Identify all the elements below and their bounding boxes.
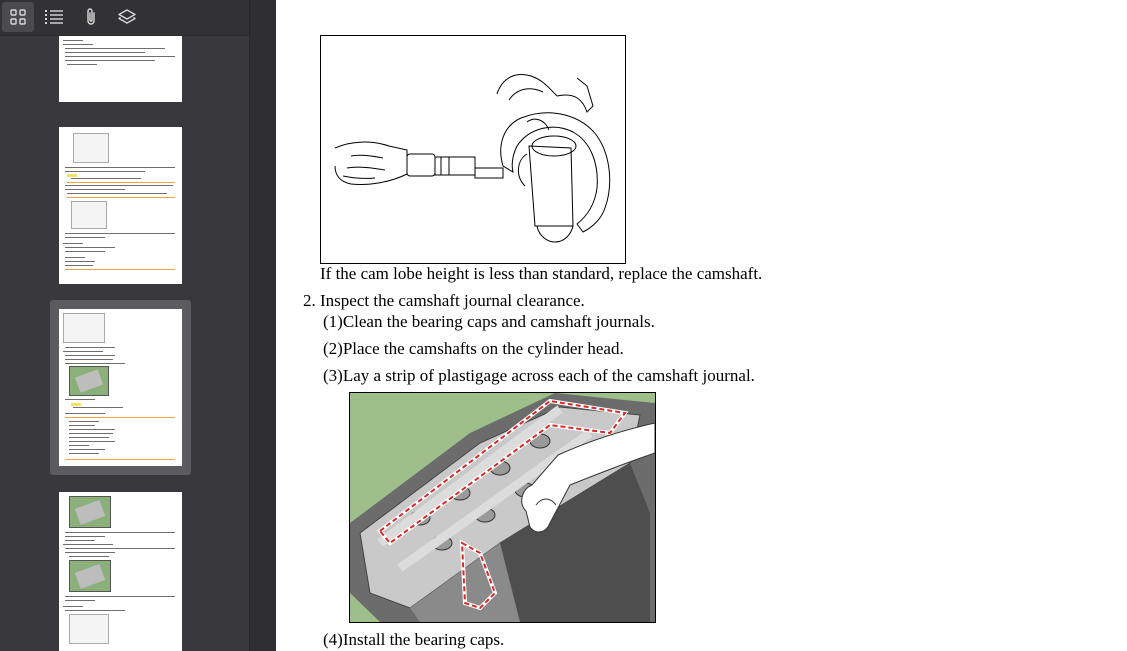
- page-thumbnail-3[interactable]: [50, 300, 191, 475]
- cam-lobe-measurement-figure: [320, 35, 626, 264]
- step-2-heading: [303, 291, 585, 311]
- substep-text: Install the bearing caps.: [342, 630, 505, 649]
- substep-number: (2): [323, 339, 343, 358]
- sidebar-resizer[interactable]: [249, 0, 276, 651]
- layers-button[interactable]: [111, 2, 143, 32]
- layers-icon: [117, 8, 137, 26]
- step-number: 2.: [303, 291, 316, 310]
- sidebar: [0, 0, 276, 651]
- substep-number: (1): [323, 312, 343, 331]
- thumbnail-image: [59, 492, 182, 651]
- outline-button[interactable]: [38, 2, 70, 32]
- outline-list-icon: [44, 8, 64, 26]
- substep-number: (4): [323, 630, 343, 649]
- substep-text: Place the camshafts on the cylinder head.: [342, 339, 624, 358]
- document-page: [276, 0, 1127, 651]
- cam-lobe-caption: If the cam lobe height is less than standard, replace the camshaft.: [320, 264, 763, 283]
- attachments-button[interactable]: [75, 2, 107, 32]
- thumbnail-image: [59, 309, 182, 466]
- sidebar-toolbar: [0, 0, 249, 36]
- page-thumbnail-4[interactable]: [50, 483, 191, 651]
- substep-text: Lay a strip of plastigage across each of the camshaft journal.: [342, 366, 755, 385]
- step-title: Inspect the camshaft journal clearance.: [320, 291, 585, 310]
- paperclip-icon: [83, 7, 99, 27]
- substep-2: [323, 339, 624, 359]
- thumbnails-grid-icon: [9, 8, 27, 26]
- thumbnail-image: [59, 36, 182, 102]
- thumbnail-image: [59, 127, 182, 284]
- substep-text: Clean the bearing caps and camshaft journals.: [342, 312, 655, 331]
- page-thumbnail-1[interactable]: [50, 36, 191, 110]
- page-thumbnail-2[interactable]: [50, 118, 191, 290]
- substep-1: [323, 312, 655, 332]
- substep-number: (3): [323, 366, 343, 385]
- substep-3: [323, 366, 755, 386]
- cylinder-head-plastigage-figure: [349, 392, 656, 623]
- substep-4: [323, 630, 504, 650]
- thumbnail-pane[interactable]: [0, 36, 249, 651]
- thumbnails-button[interactable]: [2, 2, 34, 32]
